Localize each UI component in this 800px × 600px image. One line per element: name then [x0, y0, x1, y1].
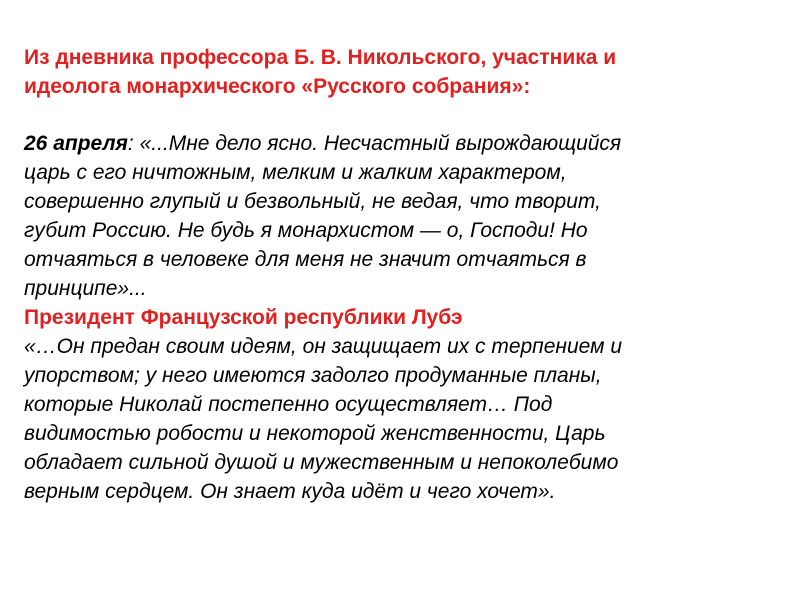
loubet-quote-line: видимостью робости и некоторой женственности, Царь — [24, 422, 606, 445]
quotes-body — [24, 129, 788, 506]
diary-quote-line: отчаяться в человеке для меня не значит отчаяться в — [24, 248, 587, 271]
loubet-quote-line: упорством; у него имеются задолго продуманные планы, — [24, 364, 602, 387]
loubet-quote-line: «…Он предан своим идеям, он защищает их с терпением и — [24, 335, 623, 358]
diary-quote-line: губит Россию. Не будь я монархистом — о, Господи! Но — [24, 219, 588, 242]
loubet-quote-line: обладает сильной душой и мужественным и непоколебимо — [24, 451, 619, 474]
heading-line-2: идеолога монархического «Русского собрания»: — [24, 75, 531, 98]
diary-first-line — [24, 129, 788, 158]
loubet-quote-line: которые Николай постепенно осуществляет… Под — [24, 393, 553, 416]
diary-quote-start: : «...Мне дело ясно. Несчастный вырождающийся — [127, 132, 622, 155]
diary-quote-line: принципе»... — [24, 277, 147, 300]
loubet-heading: Президент Французской республики Лубэ — [24, 306, 463, 329]
diary-date: 26 апреля — [24, 132, 128, 155]
slide-heading — [24, 43, 784, 101]
diary-quote-line: совершенно глупый и безвольный, не ведая, что творит, — [24, 190, 601, 213]
diary-quote-line: царь с его ничтожным, мелким и жалким характером, — [24, 161, 567, 184]
loubet-quote-line: верным сердцем. Он знает куда идёт и чего хочет». — [24, 480, 556, 503]
heading-line-1: Из дневника профессора Б. В. Никольского, участника и — [24, 46, 617, 69]
